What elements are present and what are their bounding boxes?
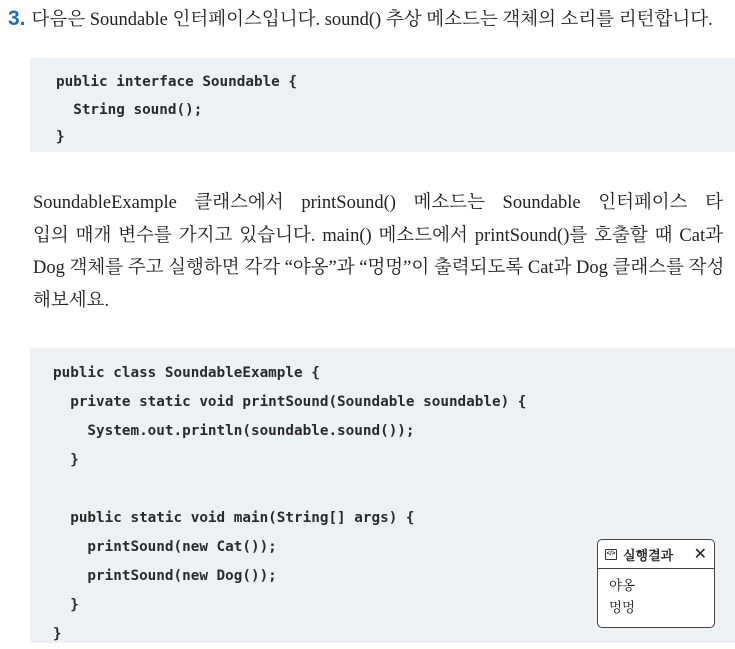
code-line: public class SoundableExample { — [53, 365, 320, 381]
code-line: } — [53, 597, 79, 613]
paragraph-line: SoundableExample 클래스에서 printSound() 메소드는 Soundable 인터페이스 타 — [33, 193, 723, 213]
question-text: 다음은 Soundable 인터페이스입니다. sound() 추상 메소드는 객체의 소리를 리턴합니다. — [31, 10, 713, 30]
interface-code-block — [30, 58, 735, 152]
result-output — [598, 569, 714, 619]
code-line: System.out.println(soundable.sound()); — [53, 423, 415, 439]
close-icon[interactable]: ✕ — [693, 546, 707, 563]
code-line: public static void main(String[] args) { — [53, 510, 415, 526]
result-header — [598, 540, 714, 569]
code-line: } — [56, 129, 65, 145]
code-line: } — [53, 626, 62, 642]
code-icon: </> — [605, 549, 617, 560]
paragraph-line: 해보세요. — [33, 290, 110, 311]
code-line: } — [53, 452, 79, 468]
instruction-paragraph — [33, 187, 723, 317]
output-line: 야옹 — [609, 578, 636, 593]
result-title: 실행결과 — [623, 547, 674, 563]
code-line: printSound(new Cat()); — [53, 539, 277, 555]
code-line: private static void printSound(Soundable soundable) { — [53, 394, 527, 410]
paragraph-line: Dog 객체를 주고 실행하면 각각 “야옹”과 “멍멍”이 출력되도록 Cat과 Dog 클래스를 작성 — [33, 258, 725, 278]
code-line: String sound(); — [56, 101, 203, 118]
output-line: 멍멍 — [609, 600, 636, 615]
code-line: printSound(new Dog()); — [53, 568, 277, 584]
code-line — [53, 475, 735, 504]
question-number: 3. — [8, 7, 26, 30]
code-line: public interface Soundable { — [56, 74, 298, 90]
paragraph-line: 입의 매개 변수를 가지고 있습니다. main() 메소드에서 printSound()를 호출할 때 Cat과 — [33, 225, 723, 246]
execution-result-box — [597, 539, 715, 628]
question-heading — [8, 6, 730, 33]
